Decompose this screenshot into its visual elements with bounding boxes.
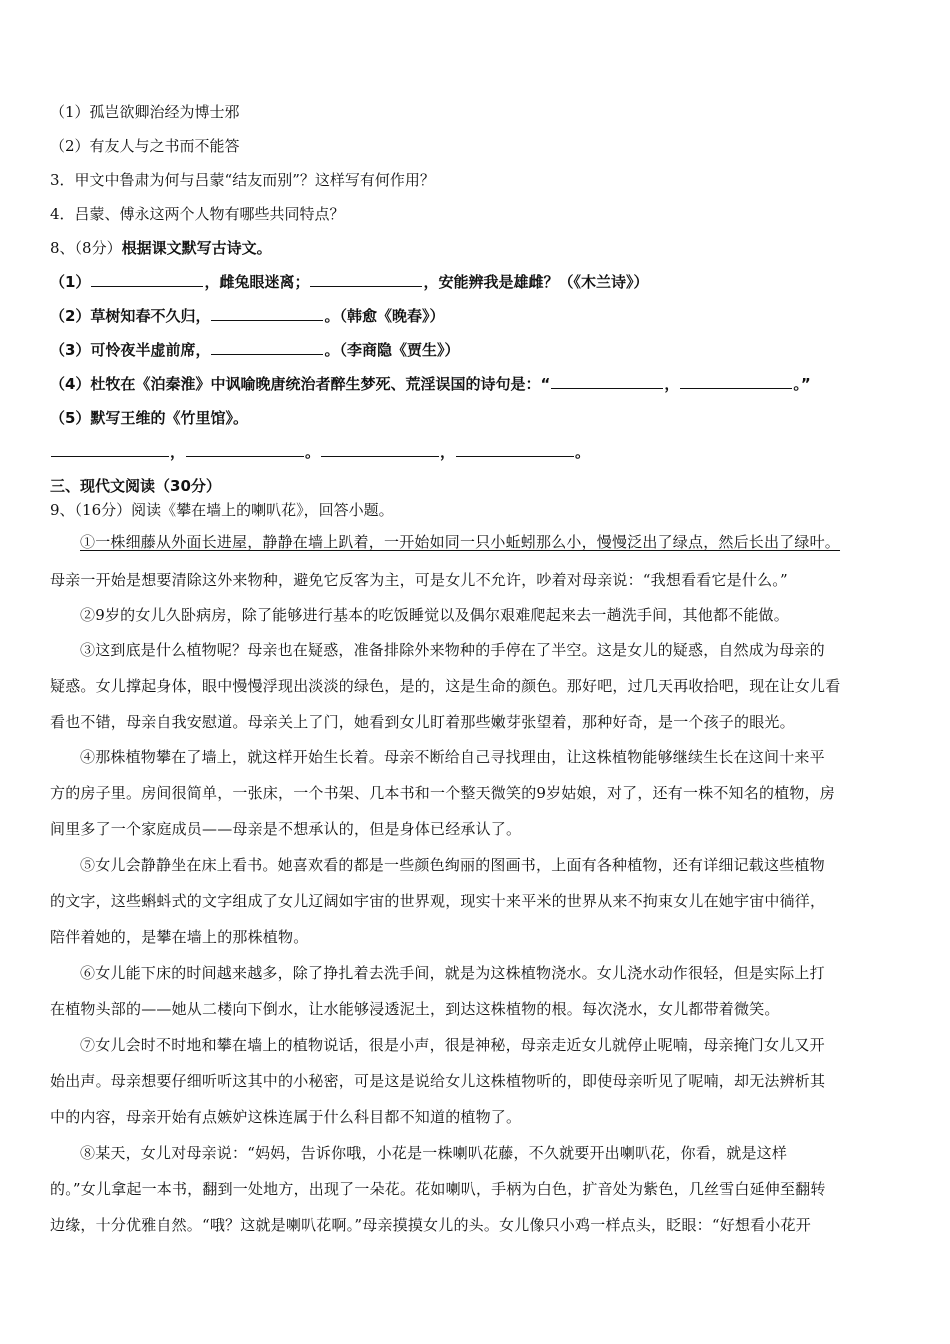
passage-p5-line3: 陪伴着她的，是攀在墙上的那株植物。 — [50, 928, 309, 946]
question-8-header — [50, 238, 272, 258]
passage-p3-line1: ③这到底是什么植物呢？母亲也在疑惑，准备排除外来物种的手停在了半空。这是女儿的疑惑，自然成为母亲的 — [80, 641, 825, 659]
translation-item-2: （2）有友人与之书而不能答 — [50, 137, 240, 155]
answer-blank[interactable] — [551, 374, 663, 389]
answer-blank[interactable] — [680, 374, 792, 389]
question-9-intro: 9、（16分）阅读《攀在墙上的喇叭花》，回答小题。 — [50, 501, 394, 519]
section-3-title: 三、现代文阅读（30分） — [50, 477, 221, 495]
answer-blank[interactable] — [186, 442, 304, 457]
recite-item-2-end: 。（韩愈《晚春》） — [324, 307, 445, 325]
passage-p8-line2: 的。”女儿拿起一本书，翻到一处地方，出现了一朵花。花如喇叭，手柄为白色，扩音处为紫色，几丝雪白延伸至翻转 — [50, 1180, 826, 1198]
recite-item-4-label: （4）杜牧在《泊秦淮》中讽喻晚唐统治者醉生梦死、荒淫误国的诗句是：“ — [50, 375, 551, 393]
recite-item-2 — [50, 306, 444, 326]
answer-blank[interactable] — [310, 272, 422, 287]
recite-item-1 — [50, 272, 648, 292]
translation-item-1: （1）孤岂欲卿治经为博士邪 — [50, 103, 240, 121]
passage-p8-line1: ⑧某天，女儿对母亲说：“妈妈，告诉你哦，小花是一株喇叭花藤，不久就要开出喇叭花，你看，就是这样 — [80, 1144, 788, 1162]
answer-blank[interactable] — [211, 306, 323, 321]
recite-item-4-end: 。” — [793, 375, 811, 393]
answer-blank[interactable] — [91, 272, 203, 287]
passage-p5-line2: 的文字，这些蝌蚪式的文字组成了女儿辽阔如宇宙的世界观，现实十来平米的世界从来不拘束女儿在她宇宙中徜徉， — [50, 892, 826, 910]
recite-item-5-blanks — [50, 442, 590, 462]
passage-p1-rest: 母亲一开始是想要清除这外来物种，避免它反客为主，可是女儿不允许，吵着对母亲说：“我想看看它是什么。” — [50, 571, 788, 589]
recite-item-1-end: ，安能辨我是雄雌？（《木兰诗》） — [423, 273, 649, 291]
recite-item-1-mid: ，雌兔眼迷离； — [204, 273, 310, 291]
recite-item-3-end: 。（李商隐《贾生》） — [324, 341, 460, 359]
passage-p4-line1: ④那株植物攀在了墙上，就这样开始生长着。母亲不断给自己寻找理由，让这株植物能够继续生长在这间十来平 — [80, 748, 825, 766]
answer-blank[interactable] — [456, 442, 574, 457]
answer-blank[interactable] — [321, 442, 439, 457]
question-8-title: 根据课文默写古诗文。 — [121, 239, 272, 257]
passage-p2: ②9岁的女儿久卧病房，除了能够进行基本的吃饭睡觉以及偶尔艰难爬起来去一趟洗手间，其他都不能做。 — [80, 606, 789, 624]
passage-p1-underlined: ①一株细藤从外面长进屋，静静在墙上趴着，一开始如同一只小蚯蚓那么小，慢慢泛出了绿点，然后长出了绿叶。 — [80, 533, 841, 551]
separator: 。 — [575, 443, 591, 461]
passage-p4-line3: 间里多了一个家庭成员——母亲是不想承认的，但是身体已经承认了。 — [50, 820, 522, 838]
recite-item-5: （5）默写王维的《竹里馆》。 — [50, 409, 248, 427]
passage-p8-line3: 边缘，十分优雅自然。“哦？这就是喇叭花啊。”母亲摸摸女儿的头。女儿像只小鸡一样点头，眨眼：“好想看小花开 — [50, 1216, 811, 1234]
recite-item-1-label: （1） — [50, 273, 91, 291]
recite-item-3-label: （3）可怜夜半虚前席， — [50, 341, 211, 359]
passage-p4-line2: 方的房子里。房间很简单，一张床，一个书架、几本书和一个整天微笑的9岁姑娘，对了，还有一株不知名的植物，房 — [50, 784, 835, 802]
recite-item-2-label: （2）草树知春不久归， — [50, 307, 211, 325]
passage-p6-line1: ⑥女儿能下床的时间越来越多，除了挣扎着去洗手间，就是为这株植物浇水。女儿浇水动作很轻，但是实际上打 — [80, 964, 825, 982]
passage-p6-line2: 在植物头部的——她从二楼向下倒水，让水能够浸透泥土，到达这株植物的根。每次浇水，女儿都带着微笑。 — [50, 1000, 780, 1018]
passage-p3-line2: 疑惑。女儿撑起身体，眼中慢慢浮现出淡淡的绿色，是的，这是生命的颜色。那好吧，过几天再收拾吧，现在让女儿看 — [50, 677, 841, 695]
separator: ， — [440, 443, 456, 461]
answer-blank[interactable] — [51, 442, 169, 457]
question-8-number: 8、（8分） — [50, 239, 122, 257]
separator: 。 — [305, 443, 321, 461]
passage-p5-line1: ⑤女儿会静静坐在床上看书。她喜欢看的都是一些颜色绚丽的图画书，上面有各种植物，还有详细记载这些植物 — [80, 856, 825, 874]
separator: ， — [170, 443, 186, 461]
question-3: 3．甲文中鲁肃为何与吕蒙“结友而别”？这样写有何作用？ — [50, 171, 435, 189]
recite-item-4-mid: ， — [664, 375, 680, 393]
answer-blank[interactable] — [211, 340, 323, 355]
passage-p7-line2: 始出声。母亲想要仔细听听这其中的小秘密，可是这是说给女儿这株植物听的，即使母亲听见了呢喃，却无法辨析其 — [50, 1072, 826, 1090]
passage-p3-line3: 看也不错，母亲自我安慰道。母亲关上了门，她看到女儿盯着那些嫩芽张望着，那种好奇，是一个孩子的眼光。 — [50, 713, 795, 731]
question-4: 4．吕蒙、傅永这两个人物有哪些共同特点？ — [50, 205, 345, 223]
recite-item-4 — [50, 374, 811, 394]
recite-item-3 — [50, 340, 459, 360]
passage-p7-line1: ⑦女儿会时不时地和攀在墙上的植物说话，很是小声，很是神秘，母亲走近女儿就停止呢喃，母亲掩门女儿又开 — [80, 1036, 825, 1054]
passage-p7-line3: 中的内容，母亲开始有点嫉妒这株连属于什么科目都不知道的植物了。 — [50, 1108, 522, 1126]
